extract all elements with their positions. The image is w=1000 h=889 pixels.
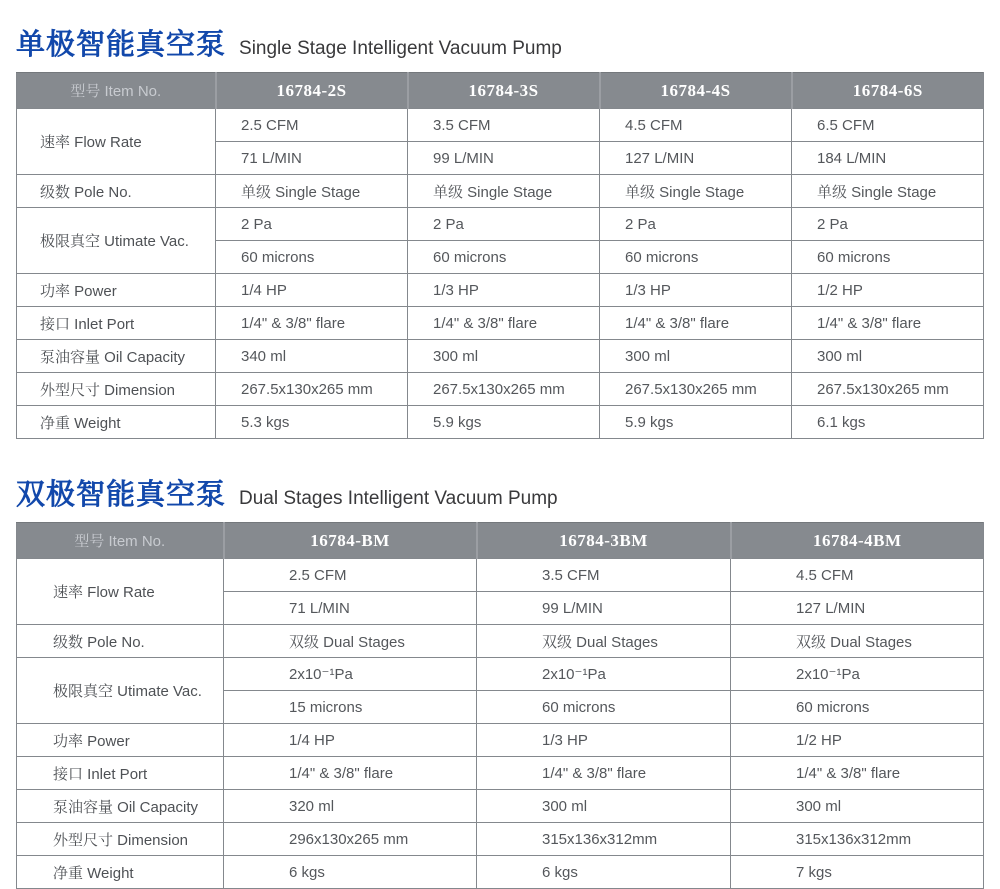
table-header-row (17, 523, 984, 559)
model-header: 16784-6S (792, 73, 984, 109)
spec-cell: 267.5x130x265 mm (792, 373, 984, 406)
spec-cell: 267.5x130x265 mm (408, 373, 600, 406)
spec-cell: 2 Pa (792, 208, 984, 241)
row-label-oil-capacity: 泵油容量 Oil Capacity (17, 340, 216, 373)
ultimate-vac-pa-row (17, 208, 984, 241)
spec-cell: 300 ml (408, 340, 600, 373)
row-label-ultimate-vac: 极限真空 Utimate Vac. (17, 658, 224, 724)
model-header: 16784-4S (600, 73, 792, 109)
spec-cell: 7 kgs (731, 856, 984, 889)
spec-cell: 2 Pa (600, 208, 792, 241)
spec-cell: 3.5 CFM (477, 559, 731, 592)
model-header: 16784-2S (216, 73, 408, 109)
table-header-row (17, 73, 984, 109)
pole-no-row (17, 175, 984, 208)
row-label-ultimate-vac: 极限真空 Utimate Vac. (17, 208, 216, 274)
spec-cell: 1/2 HP (731, 724, 984, 757)
spec-cell: 1/4" & 3/8" flare (216, 307, 408, 340)
spec-cell: 1/2 HP (792, 274, 984, 307)
spec-cell: 2 Pa (216, 208, 408, 241)
spec-cell: 5.3 kgs (216, 406, 408, 439)
weight-row (17, 856, 984, 889)
spec-cell: 2 Pa (408, 208, 600, 241)
flow-rate-cfm-row (17, 109, 984, 142)
spec-cell: 2.5 CFM (216, 109, 408, 142)
dual-stages-title-en: Dual Stages Intelligent Vacuum Pump (239, 488, 558, 509)
row-label-dimension: 外型尺寸 Dimension (17, 373, 216, 406)
model-header: 16784-3S (408, 73, 600, 109)
inlet-port-row (17, 757, 984, 790)
spec-cell: 60 microns (477, 691, 731, 724)
oil-capacity-row (17, 340, 984, 373)
dual-stages-title-zh: 双极智能真空泵 (16, 479, 227, 511)
single-stage-spec-table (16, 72, 984, 439)
row-label-flow-rate: 速率 Flow Rate (17, 559, 224, 625)
row-label-power: 功率 Power (17, 724, 224, 757)
spec-cell: 2.5 CFM (224, 559, 477, 592)
spec-cell: 双级 Dual Stages (731, 625, 984, 658)
spec-cell: 315x136x312mm (477, 823, 731, 856)
model-header: 16784-4BM (731, 523, 984, 559)
spec-cell: 127 L/MIN (600, 142, 792, 175)
spec-cell: 1/4" & 3/8" flare (600, 307, 792, 340)
dual-stages-title (16, 472, 984, 513)
inlet-port-row (17, 307, 984, 340)
spec-cell: 184 L/MIN (792, 142, 984, 175)
spec-cell: 3.5 CFM (408, 109, 600, 142)
spec-cell: 1/4" & 3/8" flare (224, 757, 477, 790)
ultimate-vac-pa-row (17, 658, 984, 691)
spec-cell: 300 ml (731, 790, 984, 823)
spec-cell: 315x136x312mm (731, 823, 984, 856)
spec-cell: 71 L/MIN (216, 142, 408, 175)
spec-cell: 71 L/MIN (224, 592, 477, 625)
spec-cell: 1/4" & 3/8" flare (408, 307, 600, 340)
spec-cell: 267.5x130x265 mm (216, 373, 408, 406)
row-label-pole-no: 级数 Pole No. (17, 625, 224, 658)
spec-cell: 2x10⁻¹Pa (731, 658, 984, 691)
row-label-flow-rate: 速率 Flow Rate (17, 109, 216, 175)
spec-cell: 5.9 kgs (408, 406, 600, 439)
spec-cell: 双级 Dual Stages (477, 625, 731, 658)
spec-cell: 双级 Dual Stages (224, 625, 477, 658)
flow-rate-cfm-row (17, 559, 984, 592)
spec-cell: 4.5 CFM (731, 559, 984, 592)
spec-cell: 1/4" & 3/8" flare (731, 757, 984, 790)
spec-cell: 1/4 HP (216, 274, 408, 307)
spec-cell: 267.5x130x265 mm (600, 373, 792, 406)
spec-cell: 单级 Single Stage (408, 175, 600, 208)
spec-cell: 2x10⁻¹Pa (477, 658, 731, 691)
spec-cell: 1/3 HP (600, 274, 792, 307)
pole-no-row (17, 625, 984, 658)
spec-cell: 60 microns (731, 691, 984, 724)
row-label-inlet-port: 接口 Inlet Port (17, 757, 224, 790)
spec-cell: 296x130x265 mm (224, 823, 477, 856)
spec-cell: 320 ml (224, 790, 477, 823)
spec-cell: 2x10⁻¹Pa (224, 658, 477, 691)
spec-cell: 60 microns (216, 241, 408, 274)
spec-cell: 127 L/MIN (731, 592, 984, 625)
spec-cell: 5.9 kgs (600, 406, 792, 439)
dimension-row (17, 373, 984, 406)
spec-cell: 6 kgs (477, 856, 731, 889)
model-header: 16784-3BM (477, 523, 731, 559)
dimension-row (17, 823, 984, 856)
row-label-pole-no: 级数 Pole No. (17, 175, 216, 208)
single-stage-title-zh: 单极智能真空泵 (16, 29, 227, 61)
spec-cell: 340 ml (216, 340, 408, 373)
spec-cell: 1/3 HP (408, 274, 600, 307)
weight-row (17, 406, 984, 439)
spec-cell: 6.5 CFM (792, 109, 984, 142)
spec-cell: 300 ml (600, 340, 792, 373)
spec-cell: 6 kgs (224, 856, 477, 889)
row-label-oil-capacity: 泵油容量 Oil Capacity (17, 790, 224, 823)
spec-cell: 60 microns (408, 241, 600, 274)
spec-cell: 单级 Single Stage (792, 175, 984, 208)
power-row (17, 724, 984, 757)
spec-cell: 99 L/MIN (408, 142, 600, 175)
dual-stages-spec-table (16, 522, 984, 889)
spec-cell: 60 microns (792, 241, 984, 274)
spec-cell: 1/4 HP (224, 724, 477, 757)
item-no-header: 型号 Item No. (17, 523, 224, 559)
spec-cell: 1/4" & 3/8" flare (477, 757, 731, 790)
single-stage-title-en: Single Stage Intelligent Vacuum Pump (239, 38, 562, 59)
row-label-power: 功率 Power (17, 274, 216, 307)
spec-cell: 15 microns (224, 691, 477, 724)
row-label-dimension: 外型尺寸 Dimension (17, 823, 224, 856)
spec-cell: 4.5 CFM (600, 109, 792, 142)
spec-cell: 1/3 HP (477, 724, 731, 757)
spec-cell: 单级 Single Stage (600, 175, 792, 208)
spec-cell: 99 L/MIN (477, 592, 731, 625)
oil-capacity-row (17, 790, 984, 823)
single-stage-title (16, 22, 984, 63)
row-label-weight: 净重 Weight (17, 856, 224, 889)
spec-cell: 60 microns (600, 241, 792, 274)
power-row (17, 274, 984, 307)
spec-cell: 单级 Single Stage (216, 175, 408, 208)
spec-cell: 6.1 kgs (792, 406, 984, 439)
model-header: 16784-BM (224, 523, 477, 559)
item-no-header: 型号 Item No. (17, 73, 216, 109)
row-label-weight: 净重 Weight (17, 406, 216, 439)
spec-cell: 1/4" & 3/8" flare (792, 307, 984, 340)
spec-cell: 300 ml (792, 340, 984, 373)
row-label-inlet-port: 接口 Inlet Port (17, 307, 216, 340)
spec-cell: 300 ml (477, 790, 731, 823)
